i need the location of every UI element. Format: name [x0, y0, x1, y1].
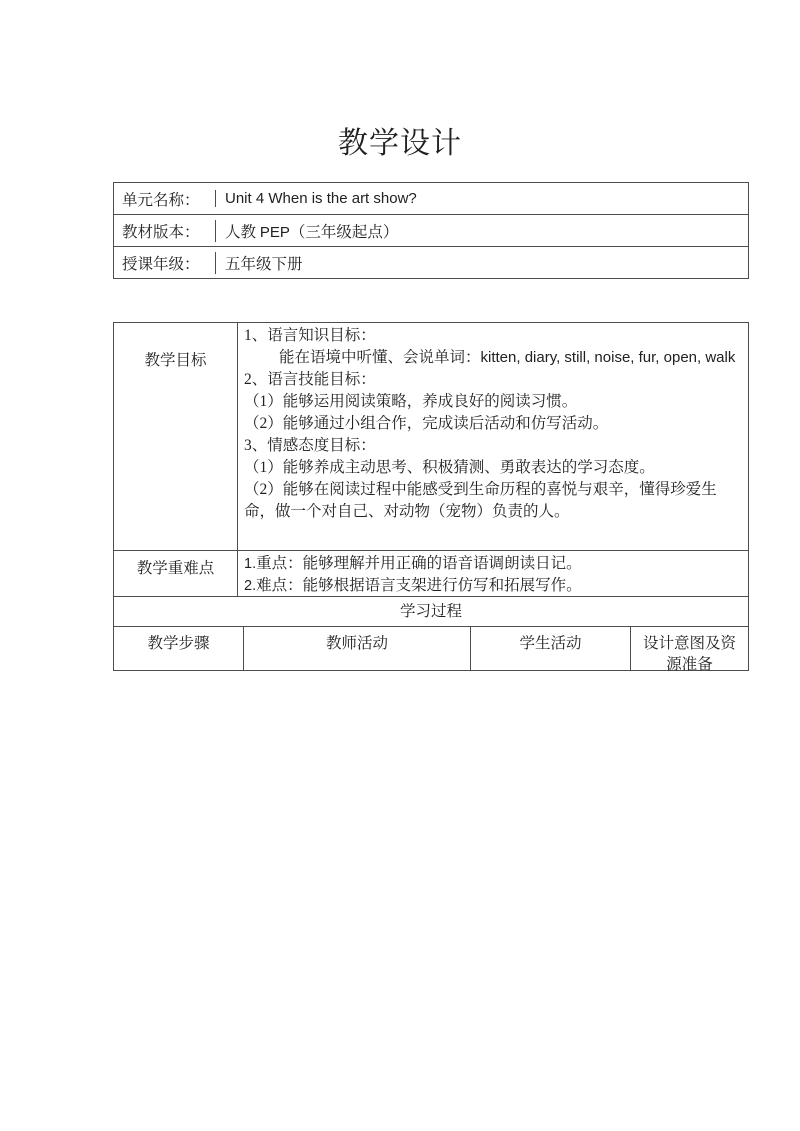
- column-header-label: 设计意图及资源准备: [642, 635, 736, 673]
- objective-line-en: kitten, diary, still, noise, fur, open, walk: [480, 349, 736, 366]
- column-header-student-activity: [470, 627, 630, 670]
- table-row: [114, 214, 748, 246]
- textbook-version-value: [215, 220, 748, 242]
- column-header-label: 学生活动: [519, 635, 582, 652]
- objective-line: 1、语言知识目标：: [244, 327, 376, 344]
- textbook-version-en: PEP: [259, 223, 290, 241]
- key-points-row: [114, 550, 748, 596]
- table-row: [114, 246, 748, 278]
- unit-info-table: [113, 182, 749, 279]
- objectives-content: [237, 323, 748, 550]
- column-header-teacher-activity: [243, 627, 470, 670]
- column-header-teaching-steps: [114, 627, 243, 670]
- key-point-line: [244, 553, 743, 575]
- objective-line: （1）能够养成主动思考、积极猜测、勇敢表达的学习态度。: [244, 459, 655, 476]
- key-points-content: [237, 551, 748, 596]
- column-header-design-intent-resources: [630, 627, 748, 673]
- objective-line: 2、语言技能目标：: [244, 371, 376, 388]
- key-point-number: 1.: [244, 556, 257, 572]
- steps-header-row: [114, 626, 748, 673]
- teaching-design-table: [113, 322, 749, 671]
- unit-name-value: Unit 4 When is the art show?: [215, 190, 748, 207]
- column-header-label: 教学步骤: [147, 635, 210, 652]
- objective-line: [244, 347, 743, 369]
- unit-name-label: 单元名称：: [122, 191, 200, 209]
- grade-value: 五年级下册: [215, 252, 748, 274]
- document-title: 教学设计: [338, 127, 462, 160]
- key-point-text: 难点：能够根据语言支架进行仿写和拓展写作。: [256, 577, 582, 594]
- objective-line: （2）能够通过小组合作，完成读后活动和仿写活动。: [244, 415, 609, 432]
- objectives-row: [114, 323, 748, 550]
- textbook-version-zh2: （三年级起点）: [289, 223, 399, 241]
- key-point-line: [244, 575, 743, 597]
- objective-line-zh: 能在语境中听懂、会说单词：: [279, 349, 481, 366]
- objectives-label: 教学目标: [144, 352, 207, 369]
- objective-line: （2）能够在阅读过程中能感受到生命历程的喜悦与艰辛，懂得珍爱生命，做一个对自己、对动物（宠物）负责的人。: [244, 481, 717, 520]
- grade-label: 授课年级：: [122, 255, 200, 273]
- table-row: [114, 183, 748, 214]
- textbook-version-zh1: 人教: [225, 223, 260, 241]
- key-point-text: 重点：能够理解并用正确的语音语调朗读日记。: [256, 555, 582, 572]
- objective-line: 3、情感态度目标：: [244, 437, 376, 454]
- key-points-label: 教学重难点: [136, 560, 215, 577]
- key-point-number: 2.: [244, 578, 257, 594]
- objective-line: （1）能够运用阅读策略，养成良好的阅读习惯。: [244, 393, 578, 410]
- column-header-label: 教师活动: [325, 635, 388, 652]
- textbook-version-label: 教材版本：: [122, 223, 200, 241]
- learning-process-header: 学习过程: [114, 596, 748, 626]
